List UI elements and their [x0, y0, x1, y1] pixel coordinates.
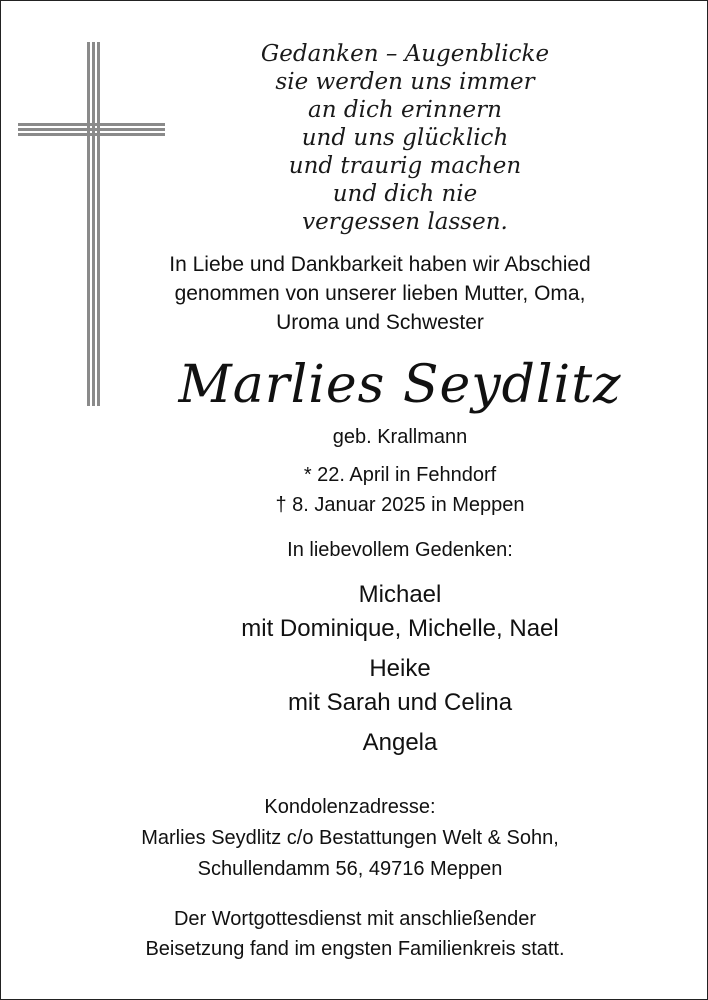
mourner-name: Heike: [369, 655, 431, 682]
mourner-name: Angela: [362, 729, 438, 756]
service-line: Der Wortgottesdienst mit anschließender: [173, 908, 536, 930]
poem-line: und uns glücklich: [301, 125, 509, 151]
intro-line: In Liebe und Dankbarkeit haben wir Abschied: [169, 253, 591, 276]
service-note: [60, 904, 650, 964]
life-dates: [150, 460, 650, 520]
mourner-family: mit Dominique, Michelle, Nael: [241, 615, 559, 642]
mourner-name: Michael: [358, 581, 442, 608]
poem-line: Gedanken – Augenblicke: [260, 41, 550, 67]
condolence-line: Schullendamm 56, 49716 Meppen: [197, 858, 503, 880]
service-line: Beisetzung fand im engsten Familienkreis statt.: [145, 938, 565, 960]
poem-line: und traurig machen: [288, 153, 522, 179]
memorial-label: In liebevollem Gedenken:: [287, 539, 513, 561]
mourners-list: [100, 578, 700, 766]
poem-line: vergessen lassen.: [302, 209, 508, 235]
intro-text: [120, 250, 640, 337]
condolence-address: [60, 792, 640, 885]
poem-line: an dich erinnern: [308, 97, 502, 123]
intro-line: Uroma und Schwester: [276, 311, 484, 334]
birth-name: geb. Krallmann: [332, 426, 468, 448]
condolence-label: Kondolenzadresse:: [264, 796, 436, 818]
condolence-line: Marlies Seydlitz c/o Bestattungen Welt & Sohn,: [141, 827, 559, 849]
intro-line: genommen von unserer lieben Mutter, Oma,: [174, 282, 586, 305]
mourner-group: [100, 578, 700, 646]
deceased-name: Marlies Seydlitz: [178, 355, 622, 415]
poem-line: sie werden uns immer: [275, 69, 535, 95]
birth-date: * 22. April in Fehndorf: [303, 464, 497, 486]
poem: [210, 40, 600, 236]
mourner-family: mit Sarah und Celina: [287, 689, 513, 716]
mourner-group: [100, 652, 700, 720]
poem-line: und dich nie: [332, 181, 478, 207]
mourner-group: [100, 726, 700, 760]
death-date: † 8. Januar 2025 in Meppen: [275, 494, 525, 516]
